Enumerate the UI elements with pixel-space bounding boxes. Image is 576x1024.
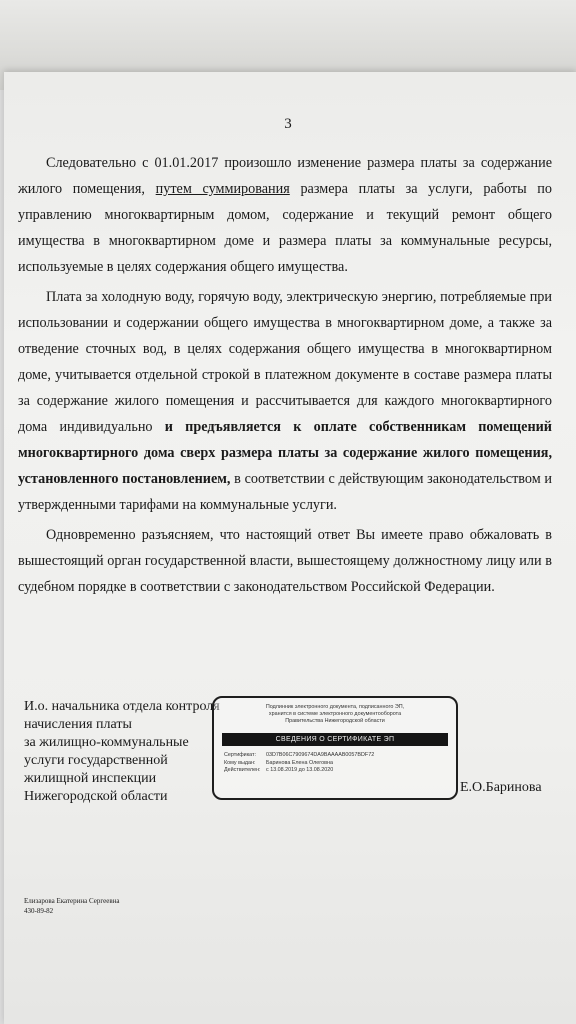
stamp-header-line: хранится в системе электронного документооборота (268, 711, 402, 717)
stamp-header-line: Правительства Нижегородской области (285, 718, 385, 724)
signer-title (24, 698, 224, 806)
stamp-certificate-bar: СВЕДЕНИЯ О СЕРТИФИКАТЕ ЭП (222, 733, 448, 746)
paragraph-2-bold: и предъявляется к оплате собственникам помещений многоквартирного дома сверх размера платы за содержание жилого помещения, установленного постановлением, (18, 419, 552, 487)
stamp-row-value: 03D7B06C7909674DA9BAAAAB0057BDF72 (266, 752, 375, 758)
stamp-row-value: Баринова Елена Олеговна (266, 759, 333, 766)
stamp-row-owner (224, 760, 446, 768)
page-number: 3 (284, 116, 292, 132)
stamp-details (214, 752, 456, 775)
stamp-header-line: Подлинник электронного документа, подписанного ЭП, (265, 704, 405, 710)
signer-title-line: жилищной инспекции (24, 771, 157, 786)
paragraph-2-text-a: Плата за холодную воду, горячую воду, электрическую энергию, потребляемые при использовании и содержании общего имущества в многоквартирном доме, а также за отведение сточных вод, в целях содержания общего имущества в многоквартирном доме, учитывается отдельной строкой в платежном документе в составе размера платы за содержание жилого помещения и рассчитывается для каждого многоквартирного дома индивидуально (18, 289, 552, 435)
signer-title-line: Нижегородской области (24, 789, 168, 804)
signer-name: Е.О.Баринова (460, 780, 542, 795)
electronic-signature-stamp (212, 696, 458, 800)
paragraph-1-text-a: Следовательно с 01.01.2017 произошло изменение размера платы за содержание жилого помещения, (18, 155, 552, 197)
stamp-header (214, 704, 456, 725)
executor-name: Елизарова Екатерина Сергеевна (24, 897, 120, 905)
signer-title-line: начисления платы (24, 717, 132, 732)
paragraph-1-underlined: путем суммирования (155, 181, 290, 197)
executor-phone: 430-89-82 (24, 907, 54, 915)
letter-body (18, 150, 552, 604)
stamp-row-key: Кому выдан: (224, 759, 256, 766)
paragraph-1 (18, 150, 552, 280)
stamp-row-value: с 13.08.2019 до 13.08.2020 (266, 767, 334, 773)
stamp-row-key: Сертификат: (224, 752, 257, 758)
stamp-row-certificate (224, 752, 446, 760)
signer-title-line: услуги государственной (24, 753, 168, 768)
stamp-row-key: Действителен: (224, 767, 261, 773)
executor-info (24, 896, 119, 916)
paragraph-2-text-b: в соответствии с действующим законодательством и утвержденными тарифами на коммунальные услуги. (18, 471, 552, 513)
signer-title-line: И.о. начальника отдела контроля (24, 699, 220, 714)
paragraph-3-text: Одновременно разъясняем, что настоящий ответ Вы имеете право обжаловать в вышестоящий орган государственной власти, вышестоящему должностному лицу или в судебном порядке в соответствии с законодательством Российской Федерации. (18, 527, 552, 595)
paragraph-3 (18, 522, 552, 600)
paragraph-1-text-b: размера платы за услуги, работы по управлению многоквартирным домом, содержание и текущий ремонт общего имущества в многоквартирном доме и размера платы за коммунальные ресурсы, используемые в целях содержания общего имущества. (18, 181, 552, 275)
signer-title-line: за жилищно-коммунальные (24, 735, 189, 750)
paragraph-2 (18, 284, 552, 518)
stamp-row-validity (224, 767, 446, 775)
